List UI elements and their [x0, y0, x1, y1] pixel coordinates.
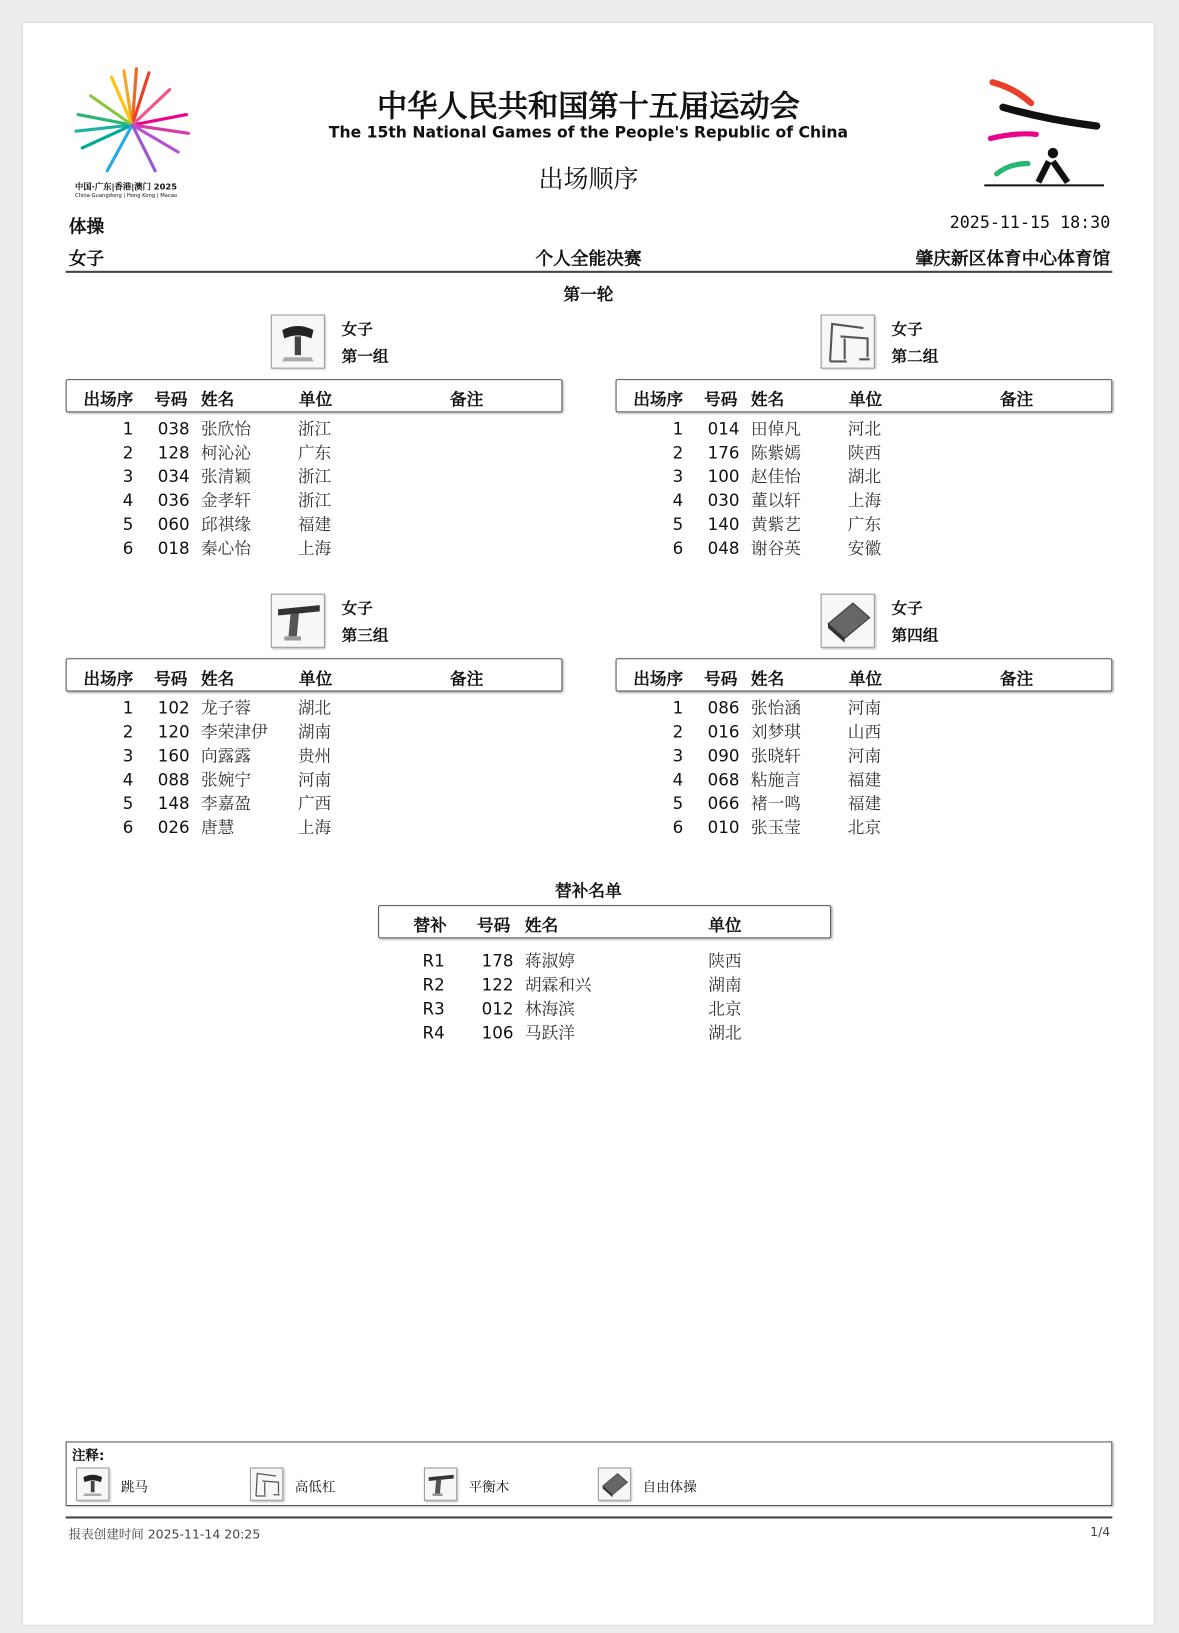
name-cell: 金孝轩 — [201, 490, 252, 511]
column-header-remark: 备注 — [449, 389, 484, 410]
round-label: 第一轮 — [563, 284, 614, 305]
name-cell: 蒋淑婷 — [524, 950, 575, 971]
bib-cell: 060 — [157, 514, 190, 535]
name-cell: 邱祺缘 — [201, 514, 252, 535]
order-cell: 2 — [122, 442, 134, 463]
order-cell: 5 — [122, 793, 134, 814]
bib-cell: 012 — [481, 998, 514, 1019]
column-header-order: 出场序 — [633, 668, 684, 689]
order-cell: 4 — [672, 769, 684, 790]
uneven-bars-icon — [821, 315, 875, 369]
vault-icon — [76, 1467, 109, 1500]
created-time: 报表创建时间 2025-11-14 20:25 — [68, 1526, 261, 1542]
column-header-order: 出场序 — [633, 389, 684, 410]
bib-cell: 100 — [707, 466, 740, 487]
order-cell: 6 — [672, 538, 684, 559]
bib-cell: 140 — [707, 514, 740, 535]
name-cell: 张玉莹 — [750, 817, 801, 838]
order-cell: 1 — [122, 697, 134, 718]
table-row — [66, 488, 563, 512]
floor-icon — [598, 1467, 631, 1500]
order-cell: 5 — [122, 514, 134, 535]
table-row — [66, 815, 563, 839]
name-cell: 唐慧 — [201, 817, 235, 838]
table-row — [616, 512, 1113, 536]
name-cell: 张欣怡 — [201, 418, 252, 439]
reserves-header — [378, 905, 831, 938]
bib-cell: 048 — [707, 538, 740, 559]
unit-cell: 浙江 — [297, 490, 332, 511]
name-cell: 李嘉盈 — [201, 793, 252, 814]
balance-beam-icon — [271, 594, 325, 648]
unit-cell: 河南 — [297, 769, 332, 790]
table-row — [66, 512, 563, 536]
name-cell: 李荣津伊 — [201, 721, 268, 742]
name-cell: 龙子蓉 — [201, 697, 252, 718]
order-cell: 1 — [122, 418, 134, 439]
column-header-name: 姓名 — [201, 389, 235, 410]
logo-text: 中国·广东|香港|澳门 2025 — [74, 182, 177, 192]
table-row — [66, 768, 563, 792]
table-row — [616, 696, 1113, 720]
column-header-unit: 单位 — [848, 668, 883, 689]
name-cell: 林海滨 — [524, 998, 575, 1019]
legend-box — [66, 1441, 1113, 1506]
bib-cell: 122 — [481, 974, 514, 995]
bib-cell: 030 — [707, 490, 740, 511]
order-cell: 2 — [122, 721, 134, 742]
column-header-unit: 单位 — [298, 668, 333, 689]
table-row — [66, 792, 563, 816]
table-row — [66, 417, 563, 441]
reserve-cell: R4 — [422, 1022, 445, 1043]
reserves-row — [378, 973, 831, 997]
legend-title: 注释: — [71, 1448, 105, 1465]
group-gender: 女子 — [891, 598, 923, 618]
order-cell: 3 — [672, 745, 684, 766]
column-header-bib: 号码 — [704, 668, 738, 689]
unit-cell: 陕西 — [708, 950, 742, 971]
bib-cell: 068 — [707, 769, 740, 790]
order-cell: 6 — [122, 538, 134, 559]
order-cell: 5 — [672, 514, 684, 535]
unit-cell: 安徽 — [847, 538, 882, 559]
table-row — [66, 696, 563, 720]
reserves-column-bib: 号码 — [477, 915, 511, 936]
column-header-remark: 备注 — [999, 389, 1034, 410]
order-cell: 4 — [122, 490, 134, 511]
group-label: 第三组 — [341, 625, 389, 645]
name-cell: 胡霖和兴 — [524, 974, 592, 995]
order-cell: 6 — [122, 817, 134, 838]
order-cell: 4 — [122, 769, 134, 790]
unit-cell: 广西 — [297, 793, 332, 814]
reserves-row — [378, 1021, 831, 1045]
group-label: 第二组 — [891, 346, 939, 366]
order-cell: 3 — [672, 466, 684, 487]
bib-cell: 128 — [157, 442, 190, 463]
bib-cell: 010 — [707, 817, 740, 838]
name-cell: 柯沁沁 — [201, 442, 252, 463]
group-gender: 女子 — [891, 319, 923, 339]
name-cell: 张晓轩 — [750, 745, 801, 766]
unit-cell: 浙江 — [297, 466, 332, 487]
unit-cell: 上海 — [297, 817, 332, 838]
legend-label: 自由体操 — [642, 1479, 697, 1496]
table-row — [616, 417, 1113, 441]
table-row — [66, 744, 563, 768]
column-header-name: 姓名 — [750, 389, 785, 410]
name-cell: 赵佳怡 — [750, 466, 801, 487]
table-row — [616, 441, 1113, 465]
order-cell: 2 — [672, 442, 684, 463]
name-cell: 董以轩 — [750, 490, 801, 511]
column-header-unit: 单位 — [298, 389, 333, 410]
venue: 肇庆新区体育中心体育馆 — [915, 248, 1111, 270]
legend-label: 跳马 — [120, 1479, 148, 1496]
unit-cell: 北京 — [847, 817, 882, 838]
unit-cell: 福建 — [847, 793, 882, 814]
gender-label: 女子 — [68, 248, 105, 270]
name-cell: 褚一鸣 — [750, 793, 801, 814]
unit-cell: 广东 — [297, 442, 332, 463]
order-cell: 4 — [672, 490, 684, 511]
unit-cell: 上海 — [297, 538, 332, 559]
reserves-title: 替补名单 — [555, 881, 622, 901]
name-cell: 向露露 — [201, 745, 252, 766]
table-row — [616, 465, 1113, 489]
table-row — [66, 441, 563, 465]
footer-divider — [66, 1516, 1113, 1518]
bib-cell: 102 — [157, 697, 190, 718]
name-cell: 田倬凡 — [750, 418, 801, 439]
unit-cell: 湖北 — [847, 466, 882, 487]
title-cn: 中华人民共和国第十五届运动会 — [377, 88, 800, 124]
name-cell: 张婉宁 — [201, 769, 252, 790]
reserve-cell: R1 — [422, 950, 445, 971]
column-header-unit: 单位 — [848, 389, 883, 410]
table-row — [616, 768, 1113, 792]
sport-label: 体操 — [68, 216, 105, 238]
column-header-bib: 号码 — [154, 668, 188, 689]
divider — [66, 271, 1113, 273]
unit-cell: 湖南 — [708, 974, 742, 995]
bib-cell: 090 — [707, 745, 740, 766]
unit-cell: 广东 — [847, 514, 882, 535]
bib-cell: 014 — [707, 418, 740, 439]
name-cell: 陈紫嫣 — [750, 442, 801, 463]
column-header-bib: 号码 — [704, 389, 738, 410]
unit-cell: 河南 — [847, 745, 882, 766]
unit-cell: 湖南 — [297, 721, 332, 742]
bib-cell: 148 — [157, 793, 190, 814]
name-cell: 张清颖 — [201, 466, 252, 487]
sport-pictogram — [984, 78, 1104, 193]
table-row — [616, 815, 1113, 839]
reserves-column-name: 姓名 — [524, 915, 559, 936]
bib-cell: 160 — [157, 745, 190, 766]
bib-cell: 038 — [157, 418, 190, 439]
bib-cell: 016 — [707, 721, 740, 742]
table-header — [66, 658, 563, 691]
games-logo — [73, 65, 193, 200]
unit-cell: 福建 — [847, 769, 882, 790]
unit-cell: 上海 — [847, 490, 882, 511]
table-header — [616, 379, 1113, 412]
table-row — [66, 720, 563, 744]
bib-cell: 066 — [707, 793, 740, 814]
table-row — [616, 536, 1113, 560]
reserve-cell: R2 — [422, 974, 445, 995]
reserves-column-unit: 单位 — [708, 915, 742, 936]
column-header-name: 姓名 — [201, 668, 235, 689]
table-row — [616, 744, 1113, 768]
bib-cell: 088 — [157, 769, 190, 790]
uneven-bars-icon — [250, 1467, 283, 1500]
unit-cell: 北京 — [708, 998, 742, 1019]
unit-cell: 湖北 — [297, 697, 332, 718]
reserves-row — [378, 949, 831, 973]
name-cell: 张怡涵 — [750, 697, 801, 718]
balance-beam-icon — [424, 1467, 457, 1500]
table-header — [616, 658, 1113, 691]
order-cell: 1 — [672, 418, 684, 439]
unit-cell: 河北 — [847, 418, 882, 439]
bib-cell: 034 — [157, 466, 190, 487]
event-name: 个人全能决赛 — [535, 248, 642, 270]
column-header-remark: 备注 — [999, 668, 1034, 689]
bib-cell: 018 — [157, 538, 190, 559]
doc-title: 出场顺序 — [538, 164, 639, 194]
name-cell: 秦心怡 — [201, 538, 252, 559]
table-row — [616, 488, 1113, 512]
unit-cell: 湖北 — [708, 1022, 742, 1043]
event-datetime: 2025-11-15 18:30 — [949, 212, 1111, 233]
group-gender: 女子 — [341, 319, 373, 339]
vault-icon — [271, 315, 325, 369]
order-cell: 3 — [122, 466, 134, 487]
logo-subtext: China·Guangdong | Hong Kong | Macao — [74, 192, 178, 199]
reserves-row — [378, 997, 831, 1021]
bib-cell: 036 — [157, 490, 190, 511]
table-row — [66, 465, 563, 489]
bib-cell: 178 — [481, 950, 514, 971]
table-row — [616, 720, 1113, 744]
name-cell: 马跃洋 — [524, 1022, 575, 1043]
table-row — [616, 792, 1113, 816]
page-number: 1/4 — [1090, 1524, 1111, 1540]
order-cell: 1 — [672, 697, 684, 718]
unit-cell: 贵州 — [297, 745, 332, 766]
order-cell: 6 — [672, 817, 684, 838]
unit-cell: 陕西 — [847, 442, 882, 463]
name-cell: 粘施言 — [750, 769, 801, 790]
group-label: 第四组 — [891, 625, 939, 645]
group-label: 第一组 — [341, 346, 389, 366]
legend-label: 平衡木 — [468, 1479, 510, 1496]
column-header-name: 姓名 — [750, 668, 785, 689]
unit-cell: 浙江 — [297, 418, 332, 439]
name-cell: 谢谷英 — [750, 538, 801, 559]
table-header — [66, 379, 563, 412]
column-header-order: 出场序 — [83, 668, 134, 689]
order-cell: 5 — [672, 793, 684, 814]
bib-cell: 120 — [157, 721, 190, 742]
column-header-order: 出场序 — [83, 389, 134, 410]
reserve-cell: R3 — [422, 998, 445, 1019]
order-cell: 2 — [672, 721, 684, 742]
column-header-bib: 号码 — [154, 389, 188, 410]
bib-cell: 086 — [707, 697, 740, 718]
bib-cell: 106 — [481, 1022, 514, 1043]
bib-cell: 026 — [157, 817, 190, 838]
bib-cell: 176 — [707, 442, 740, 463]
order-cell: 3 — [122, 745, 134, 766]
column-header-remark: 备注 — [449, 668, 484, 689]
floor-icon — [821, 594, 875, 648]
reserves-column-reserve: 替补 — [413, 915, 447, 936]
unit-cell: 河南 — [847, 697, 882, 718]
title-en: The 15th National Games of the People's Republic of China — [328, 122, 849, 142]
unit-cell: 福建 — [297, 514, 332, 535]
table-row — [66, 536, 563, 560]
legend-label: 高低杠 — [294, 1479, 336, 1496]
group-gender: 女子 — [341, 598, 373, 618]
name-cell: 黄紫艺 — [750, 514, 801, 535]
unit-cell: 山西 — [847, 721, 882, 742]
name-cell: 刘梦琪 — [750, 721, 801, 742]
